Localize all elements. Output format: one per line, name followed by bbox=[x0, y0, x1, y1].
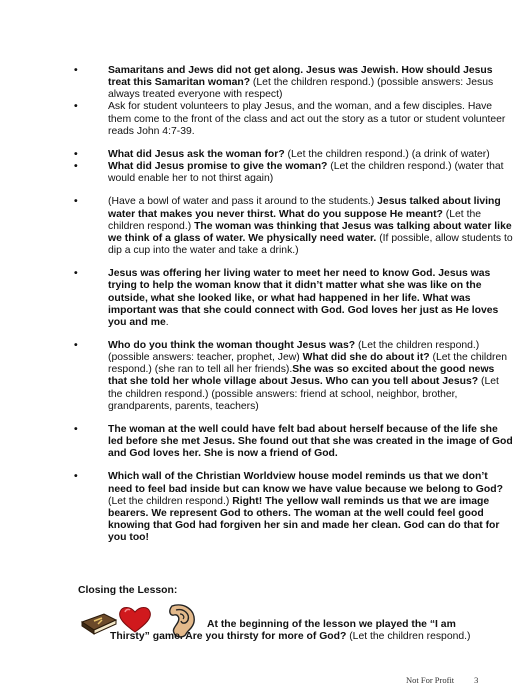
bold-text: Samaritans and Jews did not get along. Jesus was Jewish. How should Jesus treat this Samaritan woman? bbox=[108, 65, 493, 89]
bold-text: Which wall of the Christian Worldview house model reminds us that we don’t need to feel bad inside but can know we have value because we belong to God? bbox=[108, 471, 503, 495]
regular-text: (Let the children respond.) (she ran to tell all her friends). bbox=[108, 352, 508, 376]
list-item-volunteers bbox=[74, 101, 514, 137]
regular-text: (Let the children respond.) (water that would enable her to not thirst again) bbox=[108, 161, 504, 185]
list-item-ask-for bbox=[74, 149, 514, 161]
closing-title: Closing the Lesson: bbox=[78, 585, 178, 596]
bold-text: The woman at the well could have felt bad about herself because of the life she led before she met Jesus. She found out that she was created in the image of God and God loves her. She is now a friend of God. bbox=[108, 423, 513, 460]
regular-text: . bbox=[165, 316, 169, 328]
regular-text: (If possible, allow students to dip a cup into the water and take a drink.) bbox=[108, 232, 513, 257]
regular-text: (Let the children respond.) bbox=[108, 495, 233, 507]
bullet-list bbox=[74, 65, 514, 544]
bullet-dot: • bbox=[74, 161, 78, 173]
bold-text: What did Jesus ask the woman for? bbox=[108, 148, 285, 160]
bold-text: What did she do about it? bbox=[302, 352, 430, 364]
bullet-dot: • bbox=[74, 268, 78, 280]
page-footer bbox=[406, 674, 478, 686]
closing-line1: At the beginning of the lesson we played the “I am bbox=[207, 619, 456, 630]
bold-text: Jesus was offering her living water to meet her need to know God. Jesus was trying to help the woman know that it didn’t matter what she was like on the outside, what she looked like, or what had happened in her life. What was important was that she could connect with God. God loves her just as He loves you and me bbox=[108, 268, 499, 328]
regular-text: (Let the children respond.) bbox=[108, 208, 482, 232]
footer-label: Not For Profit bbox=[406, 675, 455, 685]
bold-text: Right! The yellow wall reminds us that we are image bearers. We represent God to others. The woman at the well could feel good knowing that God had forgiven her sin and made her clean. God can do that for you too! bbox=[108, 495, 500, 544]
regular-text: (Let the children respond.) (a drink of water) bbox=[284, 148, 490, 160]
list-item-bowl bbox=[74, 196, 514, 257]
bullet-dot: • bbox=[74, 423, 78, 435]
bullet-dot: • bbox=[74, 101, 78, 113]
regular-text: (Let the children respond.) (possible answers: teacher, prophet, Jew) bbox=[108, 339, 480, 364]
heart-icon bbox=[120, 608, 151, 633]
bold-text: Who do you think the woman thought Jesus was? bbox=[108, 339, 356, 351]
list-item-worldview bbox=[74, 471, 514, 544]
regular-text: (Let the children respond.) (possible answers: Jesus always treated everyone with respect) bbox=[108, 77, 494, 101]
bullet-dot: • bbox=[74, 148, 78, 160]
closing-line2-bold: Thirsty” game. Are you thirsty for more of God? bbox=[110, 631, 347, 643]
bold-text: The woman was thinking that Jesus was talking about water like we think of a glass of water. We physically need water. bbox=[108, 220, 512, 244]
bullet-dot: • bbox=[74, 196, 78, 208]
regular-text: (Let the children respond.) (possible answers: friend at school, neighbor, brother, grandparents, parents, teachers) bbox=[108, 376, 499, 412]
list-item-living-water bbox=[74, 268, 514, 329]
bullet-dot: • bbox=[74, 65, 78, 76]
bold-text: Jesus talked about living water that makes you never thirst. What do you suppose He meant? bbox=[108, 196, 501, 220]
bold-text: What did Jesus promise to give the woman? bbox=[108, 161, 328, 173]
bold-text: She was so excited about the good news that she told her whole village about Jesus. Who can you tell about Jesus? bbox=[108, 364, 495, 388]
page-number: 3 bbox=[474, 675, 479, 685]
closing-line2-regular: (Let the children respond.) bbox=[346, 631, 471, 643]
list-item-samaritans bbox=[74, 65, 514, 101]
bullet-dot: • bbox=[74, 471, 78, 483]
list-item-promise bbox=[74, 161, 514, 185]
closing-paragraph bbox=[110, 619, 507, 643]
regular-text: Ask for student volunteers to play Jesus, and the woman, and a few disciples. Have them come to the front of the class and act out the story as a tutor or student volunteer reads John 4:7-39. bbox=[108, 101, 506, 137]
list-item-woman-well bbox=[74, 424, 514, 460]
regular-text: (Have a bowl of water and pass it around to the students.) bbox=[108, 196, 378, 208]
list-item-who-thought bbox=[74, 340, 514, 413]
bullet-dot: • bbox=[74, 339, 78, 351]
